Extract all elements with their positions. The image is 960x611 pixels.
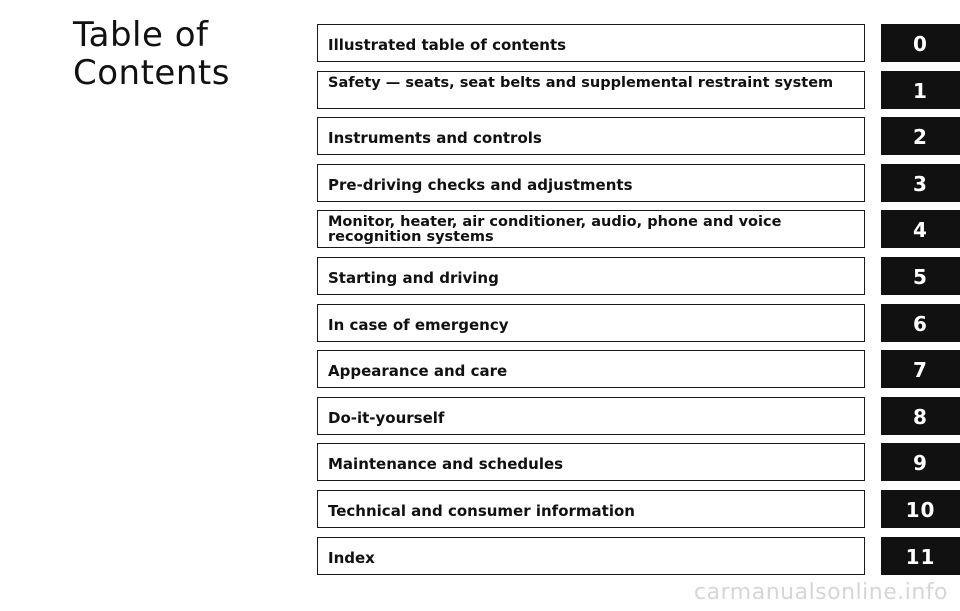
page-title (73, 16, 273, 92)
toc-entry-do-it-yourself[interactable] (317, 397, 960, 437)
toc-entry-box[interactable] (317, 490, 865, 528)
toc-entry-box[interactable] (317, 164, 865, 202)
section-tab[interactable]: 9 (881, 443, 960, 481)
toc-entry-technical-and-consumer-information[interactable] (317, 490, 960, 530)
toc-entry-box[interactable] (317, 304, 865, 342)
section-tab[interactable]: 2 (881, 117, 960, 155)
toc-entry-box[interactable] (317, 210, 865, 248)
toc-entry-label[interactable]: Instruments and controls (328, 129, 542, 148)
page-title-line-2: Contents (73, 53, 230, 93)
toc-entry-label[interactable]: Monitor, heater, air conditioner, audio, phone and voice recognition systems (328, 214, 782, 246)
toc-entry-instruments-and-controls[interactable] (317, 117, 960, 157)
section-tab[interactable]: 0 (881, 24, 960, 62)
toc-entry-label[interactable]: In case of emergency (328, 315, 509, 334)
toc-entry-starting-and-driving[interactable] (317, 257, 960, 297)
section-tab[interactable]: 11 (881, 537, 960, 575)
toc-entry-label[interactable]: Starting and driving (328, 268, 499, 287)
toc-entry-box[interactable] (317, 350, 865, 388)
toc-entry-label[interactable]: Index (328, 548, 375, 567)
toc-entry-safety[interactable] (317, 71, 960, 111)
section-tab[interactable]: 3 (881, 164, 960, 202)
toc-entry-label[interactable]: Illustrated table of contents (328, 36, 567, 54)
toc-entry-box[interactable] (317, 24, 865, 62)
table-of-contents (317, 24, 960, 583)
toc-entry-illustrated-table-of-contents[interactable] (317, 24, 960, 64)
toc-entry-appearance-and-care[interactable] (317, 350, 960, 390)
toc-entry-label[interactable]: Appearance and care (328, 362, 508, 381)
section-tab[interactable]: 4 (881, 210, 960, 248)
section-tab[interactable]: 6 (881, 304, 960, 342)
toc-entry-monitor-heater-audio[interactable] (317, 210, 960, 250)
toc-entry-label[interactable]: Safety — seats, seat belts and supplemental restraint system (328, 74, 834, 91)
page-title-line-1: Table of (73, 15, 209, 55)
section-tab[interactable]: 10 (881, 490, 960, 528)
watermark: carmanualsonline.info (694, 580, 948, 605)
toc-entry-pre-driving-checks[interactable] (317, 164, 960, 204)
section-tab[interactable]: 7 (881, 350, 960, 388)
toc-entry-box[interactable] (317, 537, 865, 575)
toc-entry-index[interactable] (317, 537, 960, 577)
toc-entry-box[interactable] (317, 397, 865, 435)
toc-entry-box[interactable] (317, 443, 865, 481)
toc-entry-in-case-of-emergency[interactable] (317, 304, 960, 344)
section-tab[interactable]: 1 (881, 71, 960, 109)
toc-entry-label[interactable]: Pre-driving checks and adjustments (328, 175, 633, 194)
toc-entry-box[interactable] (317, 117, 865, 155)
toc-entry-box[interactable] (317, 257, 865, 295)
section-tab[interactable]: 8 (881, 397, 960, 435)
toc-entry-label[interactable]: Maintenance and schedules (328, 455, 564, 474)
toc-entry-label[interactable]: Do-it-yourself (328, 408, 445, 427)
toc-entry-label[interactable]: Technical and consumer information (328, 501, 635, 520)
toc-entry-box[interactable] (317, 71, 865, 109)
toc-entry-maintenance-and-schedules[interactable] (317, 443, 960, 483)
section-tab[interactable]: 5 (881, 257, 960, 295)
